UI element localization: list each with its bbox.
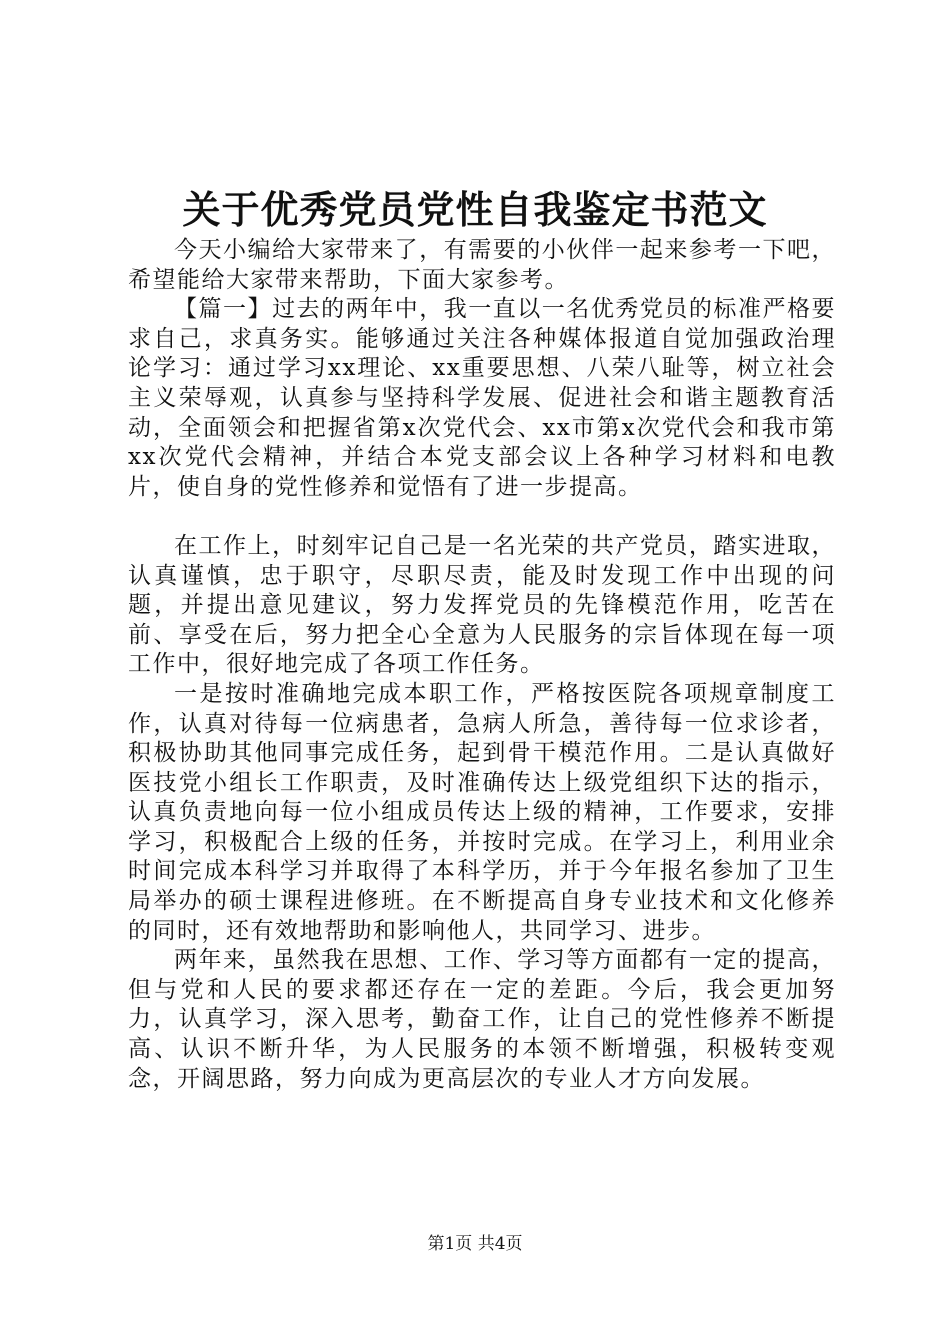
paragraph-gap	[128, 502, 836, 532]
document-title: 关于优秀党员党性自我鉴定书范文	[182, 188, 768, 232]
paragraph-duties: 一是按时准确地完成本职工作，严格按医院各项规章制度工作，认真对待每一位病患者，急病人所急，善待每一位求诊者，积极协助其他同事完成任务，起到骨干模范作用。二是认真做好医技党小组长工作职责，及时准确传达上级党组织下达的指示，认真负责地向每一位小组成员传达上级的精神，工作要求，安排学习，积极配合上级的任务，并按时完成。在学习上，利用业余时间完成本科学习并取得了本科学历，并于今年报名参加了卫生局举办的硕士课程进修班。在不断提高自身专业技术和文化修养的同时，还有效地帮助和影响他人，共同学习、进步。	[128, 680, 836, 944]
page-footer: 第1页 共4页	[427, 1234, 523, 1254]
paragraph-summary: 两年来，虽然我在思想、工作、学习等方面都有一定的提高，但与党和人民的要求都还存在一定的差距。今后，我会更加努力，认真学习，深入思考，勤奋工作，让自己的党性修养不断提高、认识不断升华，为人民服务的本领不断增强，积极转变观念，开阔思路，努力向成为更高层次的专业人才方向发展。	[128, 947, 836, 1092]
document-body	[128, 236, 836, 1094]
paragraph-part-one: 【篇一】过去的两年中，我一直以一名优秀党员的标准严格要求自己，求真务实。能够通过关注各种媒体报道自觉加强政治理论学习：通过学习xx理论、xx重要思想、八荣八耻等，树立社会主义荣辱观，认真参与坚持科学发展、促进社会和谐主题教育活动，全面领会和把握省第x次党代会、xx市第x次党代会和我市第xx次党代会精神，并结合本党支部会议上各种学习材料和电教片，使自身的党性修养和觉悟有了进一步提高。	[128, 296, 836, 500]
paragraph-work: 在工作上，时刻牢记自己是一名光荣的共产党员，踏实进取，认真谨慎，忠于职守，尽职尽责，能及时发现工作中出现的问题，并提出意见建议，努力发挥党员的先锋模范作用，吃苦在前、享受在后，努力把全心全意为人民服务的宗旨体现在每一项工作中，很好地完成了各项工作任务。	[128, 532, 836, 678]
paragraph-intro: 今天小编给大家带来了，有需要的小伙伴一起来参考一下吧，希望能给大家带来帮助，下面大家参考。	[128, 237, 836, 293]
